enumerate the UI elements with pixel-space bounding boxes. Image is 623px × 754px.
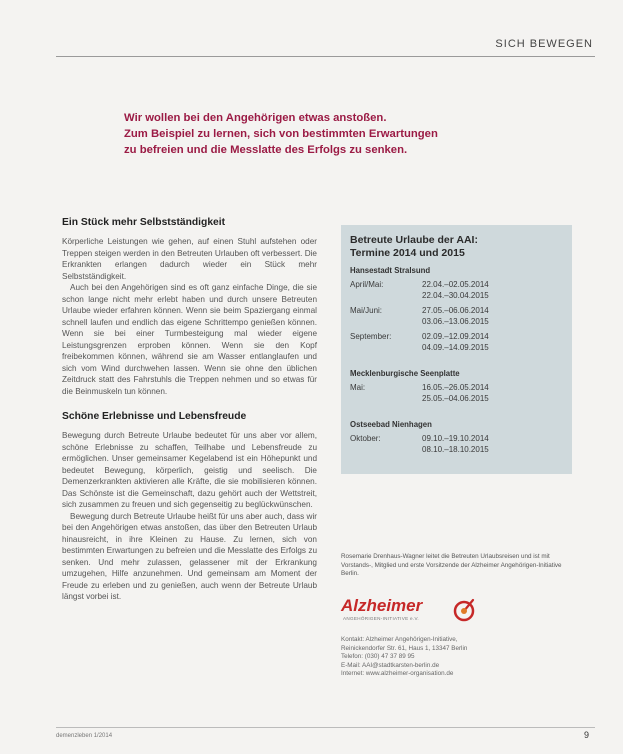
region-nienhagen: Ostseebad Nienhagen — [350, 420, 432, 429]
page-number: 9 — [583, 730, 589, 740]
box-title-line: Betreute Urlaube der AAI: — [350, 234, 478, 246]
date-range: 22.04.–30.04.2015 — [422, 291, 489, 300]
intro-line: Zum Beispiel zu lernen, sich von bestimmten Erwartungen — [124, 128, 438, 140]
date-range: 22.04.–02.05.2014 — [422, 280, 489, 289]
contact-website[interactable]: Internet: www.alzheimer-organisation.de — [341, 670, 454, 677]
date-range: 09.10.–19.10.2014 — [422, 434, 489, 443]
date-label: Mai: — [350, 383, 366, 392]
date-label: September: — [350, 332, 392, 341]
box-title — [350, 234, 478, 260]
photo-caption: Rosemarie Drenhaus-Wagner leitet die Betreuten Urlaubsreisen und ist mit Vorstands-, Mitglied und erste Vorsitzende der Alzheimer Angehörigen-Initiative Berlin. — [341, 553, 562, 577]
heading-selbststaendigkeit: Ein Stück mehr Selbstständigkeit — [62, 217, 226, 228]
termine-box — [341, 225, 572, 474]
paragraph: Bewegung durch Betreute Urlaube heißt für uns aber auch, dass wir bei den Angehörigen etwas anstoßen, das über den Betreuten Urlaub hinausreicht, in ihre Kleinen zu Hause. Zu lernen, sich von bestimmten Erwartungen zu befreien und die Messlatte des Erfolgs zu senken. Und mehr zulassen, gelassener mit der Erkrankung umzugehen, Hilfe anzunehmen. Und gemeinsam am Moment der Freude zu erleben und zu genießen, auch wenn der Betreute Urlaub längst vorbei ist. — [62, 511, 317, 601]
contact-line: Telefon: (030) 47 37 89 95 — [341, 653, 415, 660]
date-range: 08.10.–18.10.2015 — [422, 445, 489, 454]
article-body — [62, 217, 317, 603]
paragraph: Körperliche Leistungen wie gehen, auf einen Stuhl aufstehen oder Treppen steigen werden in den Betreuten Urlauben oft verbessert. Die Erkrankten erlangen dadurch wieder ein Stück mehr Selbstständigkeit. — [62, 237, 317, 281]
footer-rule — [56, 727, 595, 728]
date-label: Mai/Juni: — [350, 306, 383, 315]
contact-email[interactable]: E-Mail: AAI@stadtkarsten-berlin.de — [341, 661, 440, 669]
date-range: 16.05.–26.05.2014 — [422, 383, 489, 392]
paragraph: Bewegung durch Betreute Urlaube bedeutet für uns aber vor allem, schöne Erlebnisse zu schaffen, Teilhabe und Lebensfreude zu ermöglichen. Unser gemeinsamer Kegelabend ist ein Höhepunkt und bedeutet Bewegung, körperlich, geistig und seelisch. Die Demenzerkrankten aktivieren alle Kräfte, die sie mobilisieren können. Das Schönste ist die Gemeinschaft, dazu gehört auch der Wettstreit, sich zusammen zu freuen und sich gegenseitig zu beglückwünschen. — [62, 431, 317, 509]
date-label: April/Mai: — [350, 280, 384, 289]
region-stralsund: Hansestadt Stralsund — [350, 266, 431, 275]
intro-line: Wir wollen bei den Angehörigen etwas anstoßen. — [124, 112, 387, 124]
contact-line: Kontakt: Alzheimer Angehörigen-Initiative, — [341, 636, 458, 643]
logo-word: Alzheimer — [341, 596, 423, 615]
header-rule — [56, 56, 595, 57]
intro-quote — [124, 110, 464, 158]
region-seenplatte: Mecklenburgische Seenplatte — [350, 369, 460, 378]
box-title-line: Termine 2014 und 2015 — [350, 247, 465, 259]
date-range: 02.09.–12.09.2014 — [422, 332, 489, 341]
paragraph: Auch bei den Angehörigen sind es oft ganz einfache Dinge, die sie schon lange nicht mehr erlebt haben und durch unsere Betreuten Urlaube wieder erfahren können. Wenn sie beim Spaziergang einmal schnell laufen und endlich das eigene Schrittempo genießen können. Wenn sie bei einer Turmbesteigung mal wieder eigene Leistungsgrenzen erproben können. Wenn sie den Kopf freibekommen können, während sie am Wasser entlanglaufen und sich vom Wind durchwehen lassen. Wenn sie ohne den üblichen Zeitdruck statt des Fahrstuhls die Treppen nehmen und so etwas für die Beinmuskeln tun können. — [62, 283, 317, 396]
contact-line: Reinickendorfer Str. 61, Haus 1, 13347 Berlin — [341, 644, 468, 652]
date-label: Oktober: — [350, 434, 381, 443]
contact-info — [341, 636, 573, 679]
logo-mark-icon — [451, 596, 479, 624]
date-range: 27.05.–06.06.2014 — [422, 306, 489, 315]
intro-line: zu befreien und die Messlatte des Erfolgs zu senken. — [124, 144, 408, 156]
logo-subtitle: ANGEHÖRIGEN-INITIATIVE e.V. — [343, 616, 419, 621]
publication-label: demenzleben 1/2014 — [56, 733, 113, 739]
heading-erlebnisse: Schöne Erlebnisse und Lebensfreude — [62, 411, 247, 422]
section-label: SICH BEWEGEN — [495, 38, 593, 50]
date-range: 03.06.–13.06.2015 — [422, 317, 489, 326]
date-range: 04.09.–14.09.2015 — [422, 343, 489, 352]
date-range: 25.05.–04.06.2015 — [422, 394, 489, 403]
alzheimer-logo — [341, 596, 573, 628]
